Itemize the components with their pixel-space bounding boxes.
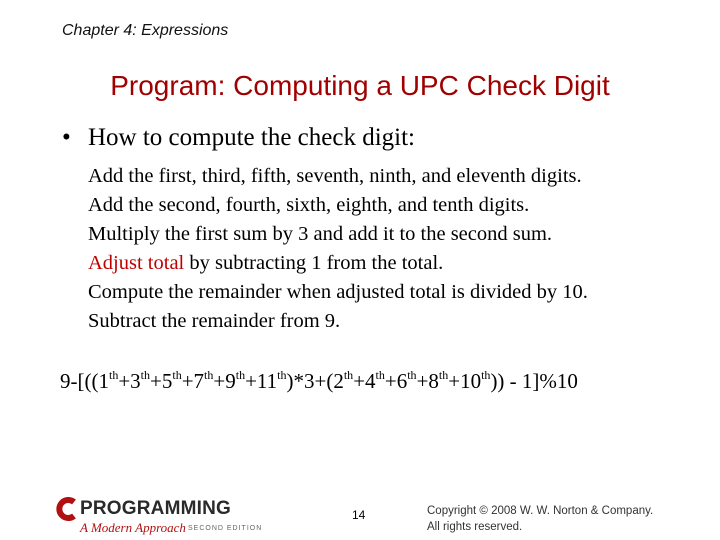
copyright-line-1: Copyright © 2008 W. W. Norton & Company.	[427, 505, 654, 517]
formula-part: +4	[353, 369, 376, 393]
formula-sup: th	[235, 368, 246, 382]
page-number: 14	[352, 508, 366, 522]
formula-part: +10	[448, 369, 482, 393]
formula-sup: th	[204, 368, 214, 382]
chapter-header: Chapter 4: Expressions	[62, 22, 229, 39]
formula-sup: th	[172, 368, 182, 382]
formula-sup: th	[375, 368, 385, 382]
copyright	[427, 503, 653, 535]
slide-title: Program: Computing a UPC Check Digit	[110, 70, 610, 101]
formula-sup: th	[108, 368, 119, 382]
c-logo-icon	[55, 497, 79, 521]
formula-part: )*3+(2	[286, 369, 344, 393]
step-4-highlight: Adjust total	[88, 252, 185, 274]
formula-part: +5	[150, 369, 173, 393]
copyright-line-2: All rights reserved.	[427, 521, 523, 533]
logo-subtitle: A Modern Approach	[80, 520, 186, 535]
formula-part: +7	[181, 369, 205, 393]
step-3: Multiply the first sum by 3 and add it to the second sum.	[88, 223, 553, 245]
step-1: Add the first, third, fifth, seventh, ninth, and eleventh digits.	[88, 165, 582, 187]
formula-part: +9	[213, 369, 236, 393]
bullet-icon: •	[62, 124, 71, 151]
logo-word: PROGRAMMING	[80, 498, 232, 519]
step-2: Add the second, fourth, sixth, eighth, and tenth digits.	[88, 194, 530, 216]
formula-sup: th	[140, 368, 151, 382]
bullet-text: How to compute the check digit:	[88, 124, 416, 151]
steps-list	[88, 162, 588, 336]
formula-part: +6	[384, 369, 408, 393]
bullet-item	[62, 124, 415, 152]
step-4	[88, 249, 588, 278]
formula-sup: th	[277, 368, 287, 382]
formula-part: +11	[245, 369, 278, 393]
step-4-text: by subtracting 1 from the total.	[189, 252, 444, 274]
check-digit-formula	[60, 368, 578, 394]
logo-edition: SECOND EDITION	[188, 525, 263, 532]
formula-sup: th	[407, 368, 417, 382]
formula-part: +3	[118, 369, 141, 393]
step-5: Compute the remainder when adjusted total is divided by 10.	[88, 281, 588, 303]
formula-part: +8	[416, 369, 439, 393]
formula-sup: th	[481, 368, 491, 382]
formula-sup: th	[438, 368, 449, 382]
formula-part: )) - 1]%10	[490, 369, 578, 393]
step-6: Subtract the remainder from 9.	[88, 310, 341, 332]
formula-part: 9-[((1	[60, 369, 109, 393]
formula-sup: th	[343, 368, 354, 382]
